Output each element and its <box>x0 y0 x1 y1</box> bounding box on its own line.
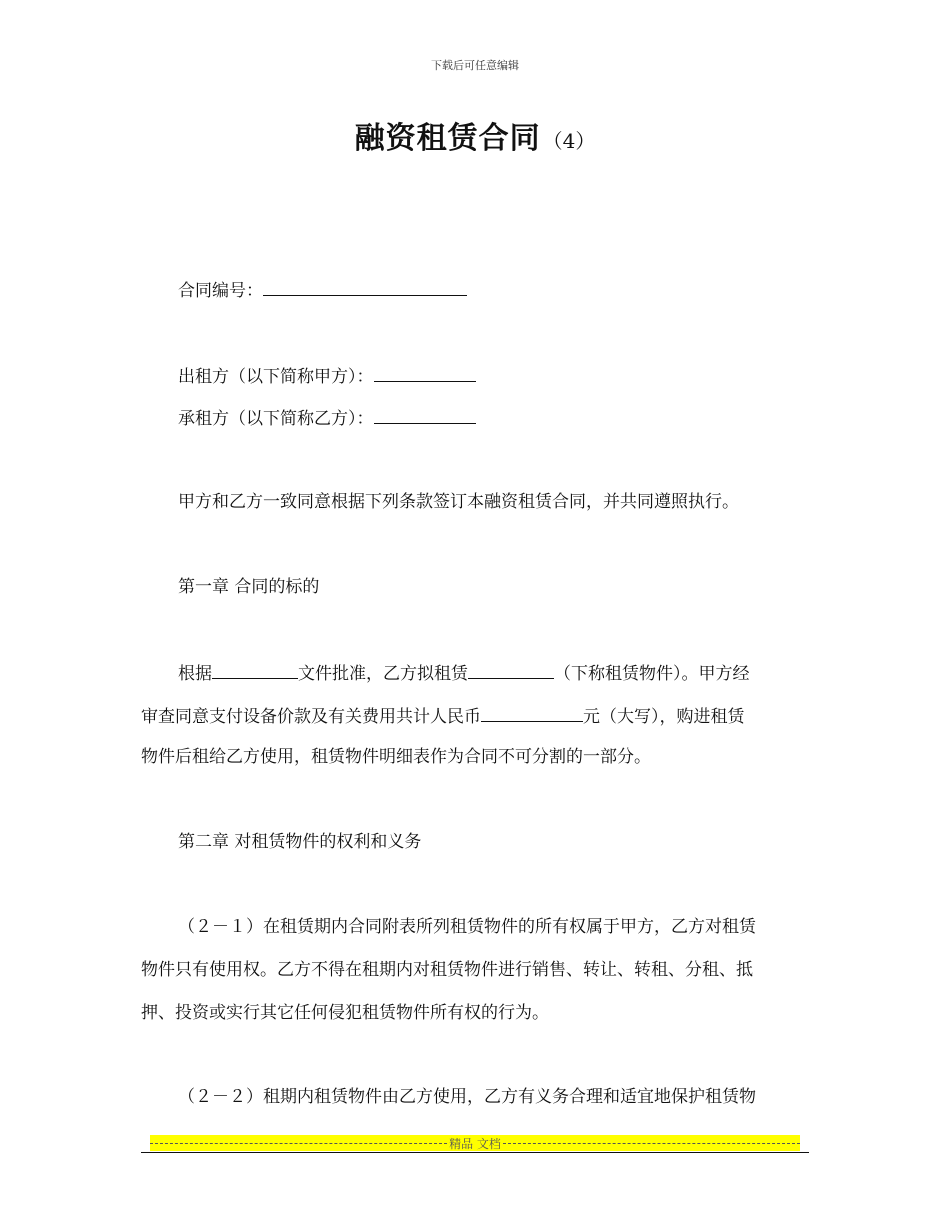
title-number: （4） <box>542 129 596 153</box>
lessor-line <box>178 364 476 388</box>
text-segment: （下称租赁物件）。甲方经 <box>554 664 750 684</box>
clause-2-2-line-1: （２－２）租期内租赁物件由乙方使用，乙方有义务合理和适宜地保护租赁物 <box>178 1087 756 1107</box>
lessor-label: 出租方（以下简称甲方）： <box>178 367 374 387</box>
text-segment: 根据 <box>178 664 212 684</box>
chapter-1-heading: 第一章 合同的标的 <box>178 577 320 597</box>
footer-dashes-right <box>503 1143 800 1144</box>
contract-number-line <box>178 278 467 302</box>
text-segment: 文件批准，乙方拟租赁 <box>298 664 468 684</box>
text-segment: 审查同意支付设备价款及有关费用共计人民币 <box>141 707 481 727</box>
contract-number-blank <box>263 278 467 296</box>
lessee-label: 承租方（以下简称乙方）： <box>178 409 374 429</box>
clause-2-1-line-1: （２－１）在租赁期内合同附表所列租赁物件的所有权属于甲方，乙方对租赁 <box>178 917 756 937</box>
contract-number-label: 合同编号： <box>178 281 263 301</box>
approval-document-blank <box>212 661 298 679</box>
intro-paragraph: 甲方和乙方一致同意根据下列条款签订本融资租赁合同，并共同遵照执行。 <box>178 492 739 512</box>
chapter-1-line-2 <box>141 704 745 728</box>
chapter-1-line-1 <box>178 661 750 685</box>
footer-label: 精品 文档 <box>449 1136 501 1151</box>
footer-banner <box>150 1135 800 1151</box>
amount-blank <box>481 704 583 722</box>
chapter-2-heading: 第二章 对租赁物件的权利和义务 <box>178 832 422 852</box>
chapter-1-line-3: 物件后租给乙方使用，租赁物件明细表作为合同不可分割的一部分。 <box>141 747 651 767</box>
leased-item-blank <box>468 661 554 679</box>
page-header: 下载后可任意编辑 <box>431 59 519 72</box>
footer-rule <box>141 1152 809 1153</box>
lessor-blank <box>374 364 476 382</box>
title-main: 融资租赁合同 <box>354 121 541 156</box>
lessee-blank <box>374 406 476 424</box>
footer-dashes-left <box>150 1143 447 1144</box>
clause-2-1-line-3: 押、投资或实行其它任何侵犯租赁物件所有权的行为。 <box>141 1003 549 1023</box>
text-segment: 元（大写），购进租赁 <box>583 707 745 727</box>
document-title <box>0 113 950 157</box>
lessee-line <box>178 406 476 430</box>
clause-2-1-line-2: 物件只有使用权。乙方不得在租期内对租赁物件进行销售、转让、转租、分租、抵 <box>141 960 753 980</box>
